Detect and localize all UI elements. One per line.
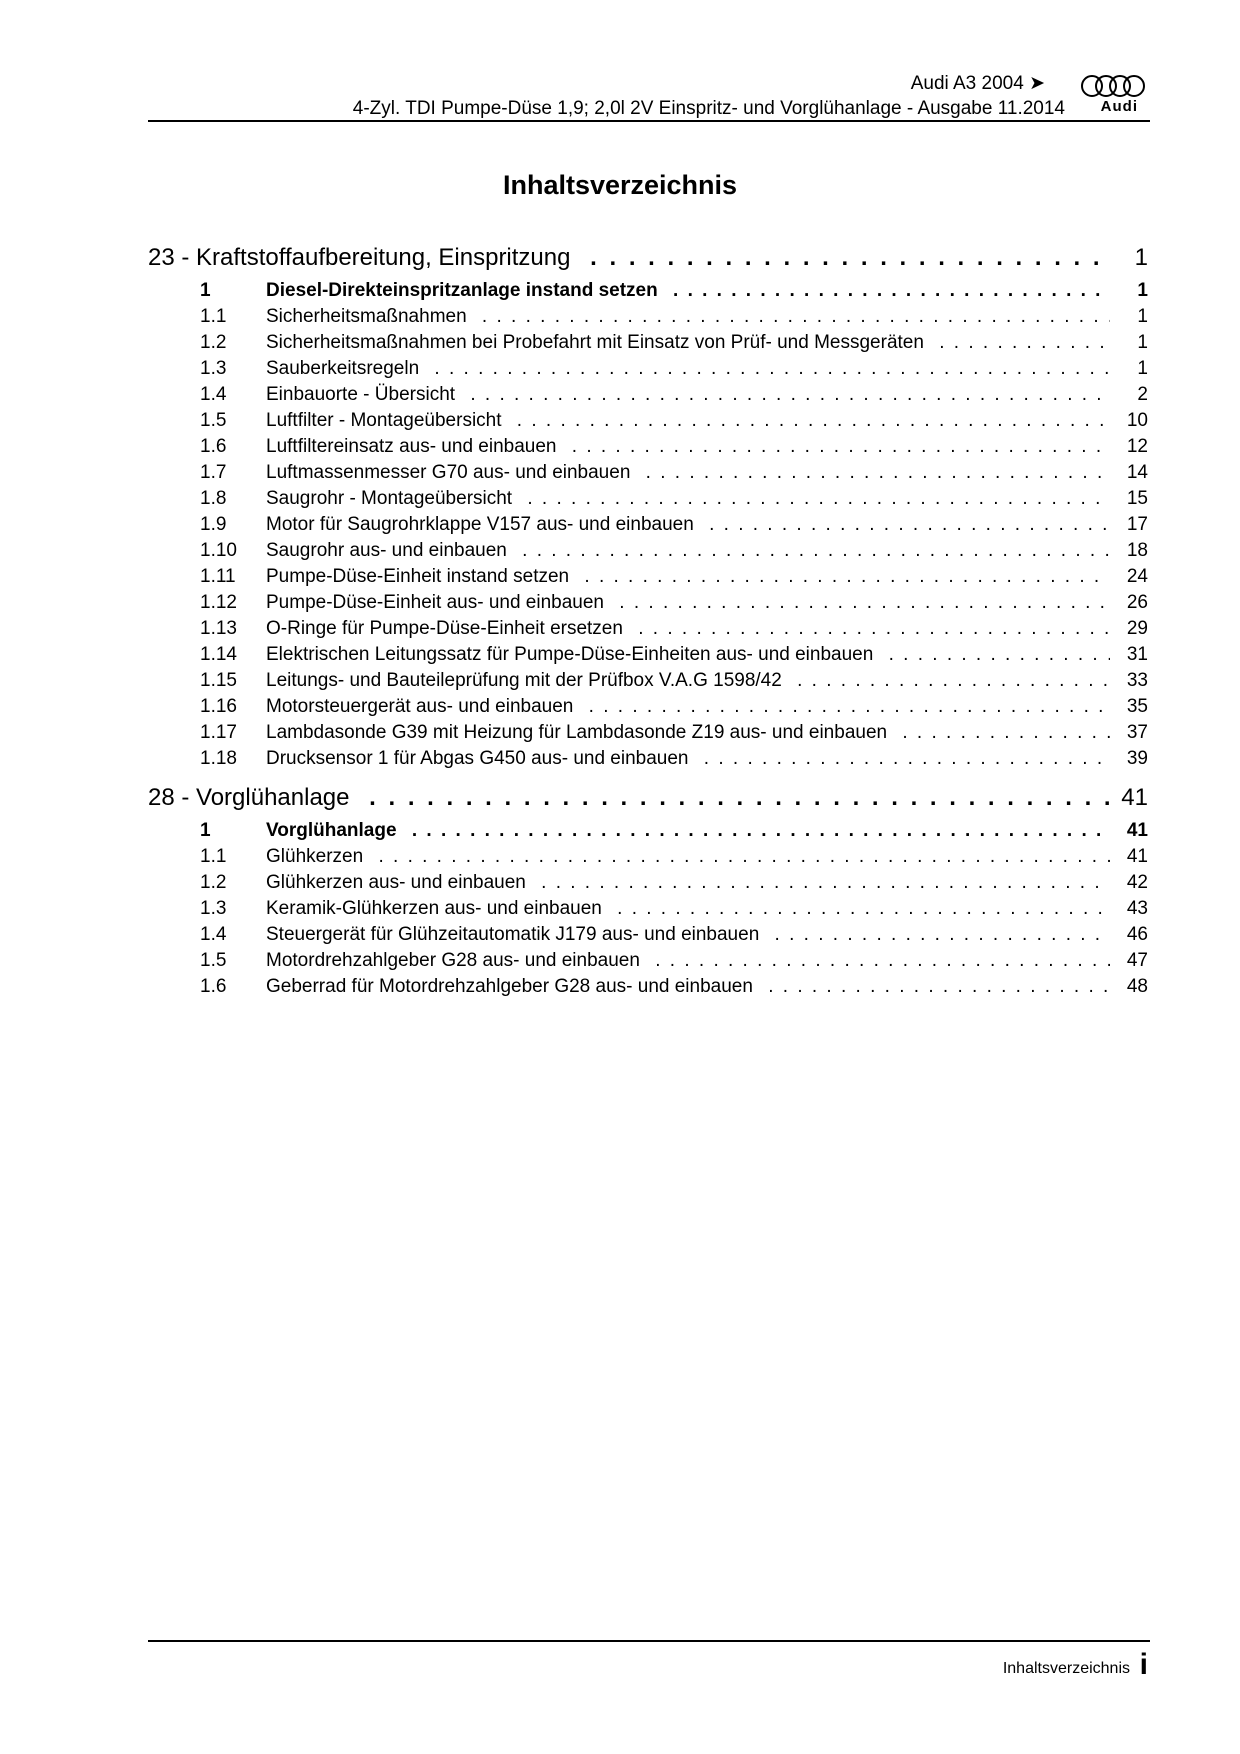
toc-entry-title: Pumpe-Düse-Einheit instand setzen . . .	[266, 564, 1110, 590]
toc-entry[interactable]	[148, 974, 1148, 1000]
toc-entry-page: 46	[1126, 924, 1148, 945]
toc-section[interactable]	[148, 818, 1148, 844]
toc-entry-number: 1.13	[200, 618, 237, 639]
toc-section-title: Diesel-Direkteinspritzanlage instand setzen . . .	[266, 278, 1110, 304]
toc-entry-page: 42	[1126, 872, 1148, 893]
toc-section-page: 1	[1137, 280, 1148, 301]
table-of-contents	[148, 240, 1148, 1000]
toc-entry-title: Glühkerzen aus- und einbauen . . .	[266, 870, 1110, 896]
toc-entry-title: Luftmassenmesser G70 aus- und einbauen . . .	[266, 460, 1110, 486]
toc-entry-title: Lambdasonde G39 mit Heizung für Lambdasonde Z19 aus- und einbauen . . .	[266, 720, 1110, 746]
toc-entry-title: Motordrehzahlgeber G28 aus- und einbauen . . .	[266, 948, 1110, 974]
toc-entry-title: Sicherheitsmaßnahmen bei Probefahrt mit Einsatz von Prüf- und Messgeräten . . .	[266, 330, 1110, 356]
toc-entry-title: Einbauorte - Übersicht . . .	[266, 382, 1110, 408]
toc-entry-number: 1.12	[200, 592, 237, 613]
toc-entry-title: Glühkerzen . . .	[266, 844, 1110, 870]
toc-entry-title: Drucksensor 1 für Abgas G450 aus- und einbauen . . .	[266, 746, 1110, 772]
toc-chapter-page: 41	[1121, 784, 1148, 811]
toc-entry-number: 1.11	[200, 566, 236, 587]
toc-entry-page: 12	[1126, 436, 1148, 457]
toc-entry-number: 1.1	[200, 306, 227, 327]
toc-entry-number: 1.2	[200, 872, 227, 893]
toc-entry-number: 1.10	[200, 540, 237, 561]
toc-entry[interactable]	[148, 870, 1148, 896]
toc-entry-number: 1.3	[200, 358, 227, 379]
toc-entry-number: 1.16	[200, 696, 237, 717]
toc-entry[interactable]	[148, 356, 1148, 382]
header-divider	[148, 120, 1150, 122]
toc-entry[interactable]	[148, 460, 1148, 486]
toc-section-page: 41	[1126, 820, 1148, 841]
toc-entry[interactable]	[148, 746, 1148, 772]
toc-entry-number: 1.17	[200, 722, 237, 743]
toc-entry-number: 1.2	[200, 332, 227, 353]
toc-entry-title: Luftfilter - Montageübersicht . . .	[266, 408, 1110, 434]
toc-entry-number: 1.15	[200, 670, 237, 691]
toc-chapter-title: 28 - Vorglühanlage . . .	[148, 780, 1110, 816]
toc-entry-number: 1.7	[200, 462, 227, 483]
toc-entry-number: 1.14	[200, 644, 237, 665]
toc-entry-number: 1.8	[200, 488, 227, 509]
toc-entry[interactable]	[148, 668, 1148, 694]
toc-chapter[interactable]	[148, 780, 1148, 816]
toc-entry-page: 2	[1137, 384, 1148, 405]
toc-entry[interactable]	[148, 434, 1148, 460]
toc-entry-number: 1.6	[200, 436, 227, 457]
toc-chapter[interactable]	[148, 240, 1148, 276]
audi-rings-logo	[1080, 74, 1148, 98]
toc-entry[interactable]	[148, 512, 1148, 538]
toc-entry-page: 14	[1126, 462, 1148, 483]
toc-entry-title: Keramik-Glühkerzen aus- und einbauen . . .	[266, 896, 1110, 922]
toc-entry-page: 26	[1126, 592, 1148, 613]
footer-divider	[148, 1640, 1150, 1642]
toc-chapter-page: 1	[1134, 244, 1148, 271]
toc-entry-title: Luftfiltereinsatz aus- und einbauen . . .	[266, 434, 1110, 460]
toc-entry-page: 15	[1126, 488, 1148, 509]
toc-entry-page: 35	[1126, 696, 1148, 717]
toc-entry-number: 1.18	[200, 748, 237, 769]
page-title: Inhaltsverzeichnis	[502, 170, 738, 200]
toc-entry-number: 1.9	[200, 514, 227, 535]
toc-entry-title: Motorsteuergerät aus- und einbauen . . .	[266, 694, 1110, 720]
toc-entry-number: 1.5	[200, 950, 227, 971]
toc-entry-page: 24	[1126, 566, 1148, 587]
toc-entry-title: Saugrohr aus- und einbauen . . .	[266, 538, 1110, 564]
toc-chapter-title: 23 - Kraftstoffaufbereitung, Einspritzung . . .	[148, 240, 1110, 276]
toc-section[interactable]	[148, 278, 1148, 304]
toc-entry-page: 1	[1137, 332, 1148, 353]
toc-entry[interactable]	[148, 720, 1148, 746]
toc-entry-page: 18	[1126, 540, 1148, 561]
toc-section-number: 1	[200, 280, 211, 301]
toc-entry-page: 17	[1126, 514, 1148, 535]
toc-entry-number: 1.5	[200, 410, 227, 431]
toc-entry-number: 1.3	[200, 898, 227, 919]
toc-entry-page: 48	[1126, 976, 1148, 997]
toc-entry-title: Sauberkeitsregeln . . .	[266, 356, 1110, 382]
toc-entry[interactable]	[148, 616, 1148, 642]
toc-entry-page: 1	[1137, 306, 1148, 327]
toc-entry[interactable]	[148, 922, 1148, 948]
toc-entry[interactable]	[148, 948, 1148, 974]
toc-entry[interactable]	[148, 304, 1148, 330]
toc-entry-page: 39	[1126, 748, 1148, 769]
header-model: Audi A3 2004 ➤	[910, 73, 1045, 94]
toc-entry[interactable]	[148, 694, 1148, 720]
toc-entry[interactable]	[148, 844, 1148, 870]
toc-entry-number: 1.1	[200, 846, 227, 867]
toc-entry[interactable]	[148, 408, 1148, 434]
toc-entry-title: Steuergerät für Glühzeitautomatik J179 aus- und einbauen . . .	[266, 922, 1110, 948]
toc-entry-page: 29	[1126, 618, 1148, 639]
toc-entry-title: Motor für Saugrohrklappe V157 aus- und einbauen . . .	[266, 512, 1110, 538]
toc-entry-number: 1.4	[200, 924, 227, 945]
toc-entry-title: Saugrohr - Montageübersicht . . .	[266, 486, 1110, 512]
toc-entry-title: Sicherheitsmaßnahmen . . .	[266, 304, 1110, 330]
toc-entry[interactable]	[148, 538, 1148, 564]
toc-entry[interactable]	[148, 590, 1148, 616]
toc-entry-page: 47	[1126, 950, 1148, 971]
toc-entry[interactable]	[148, 564, 1148, 590]
toc-entry-page: 10	[1126, 410, 1148, 431]
toc-entry-page: 31	[1126, 644, 1148, 665]
toc-entry-title: Elektrischen Leitungssatz für Pumpe-Düse-Einheiten aus- und einbauen . . .	[266, 642, 1110, 668]
toc-entry-page: 33	[1126, 670, 1148, 691]
footer-label: Inhaltsverzeichnis	[1002, 1660, 1130, 1677]
toc-entry[interactable]	[148, 642, 1148, 668]
toc-entry-number: 1.6	[200, 976, 227, 997]
toc-section-title: Vorglühanlage . . .	[266, 818, 1110, 844]
toc-entry-title: Pumpe-Düse-Einheit aus- und einbauen . . .	[266, 590, 1110, 616]
toc-entry[interactable]	[148, 330, 1148, 356]
toc-entry[interactable]	[148, 486, 1148, 512]
brand-wordmark: Audi	[1100, 98, 1138, 115]
toc-entry[interactable]	[148, 382, 1148, 408]
toc-entry-page: 41	[1126, 846, 1148, 867]
toc-entry-title: O-Ringe für Pumpe-Düse-Einheit ersetzen . . .	[266, 616, 1110, 642]
footer-page-number: i	[1139, 1648, 1148, 1681]
toc-entry[interactable]	[148, 896, 1148, 922]
toc-entry-title: Geberrad für Motordrehzahlgeber G28 aus- und einbauen . . .	[266, 974, 1110, 1000]
header-subtitle: 4-Zyl. TDI Pumpe-Düse 1,9; 2,0l 2V Einspritz- und Vorglühanlage - Ausgabe 11.2014	[352, 98, 1065, 119]
toc-entry-page: 1	[1137, 358, 1148, 379]
toc-entry-page: 37	[1126, 722, 1148, 743]
toc-entry-page: 43	[1126, 898, 1148, 919]
toc-section-number: 1	[200, 820, 211, 841]
toc-entry-number: 1.4	[200, 384, 227, 405]
toc-entry-title: Leitungs- und Bauteileprüfung mit der Prüfbox V.A.G 1598/42 . . .	[266, 668, 1110, 694]
